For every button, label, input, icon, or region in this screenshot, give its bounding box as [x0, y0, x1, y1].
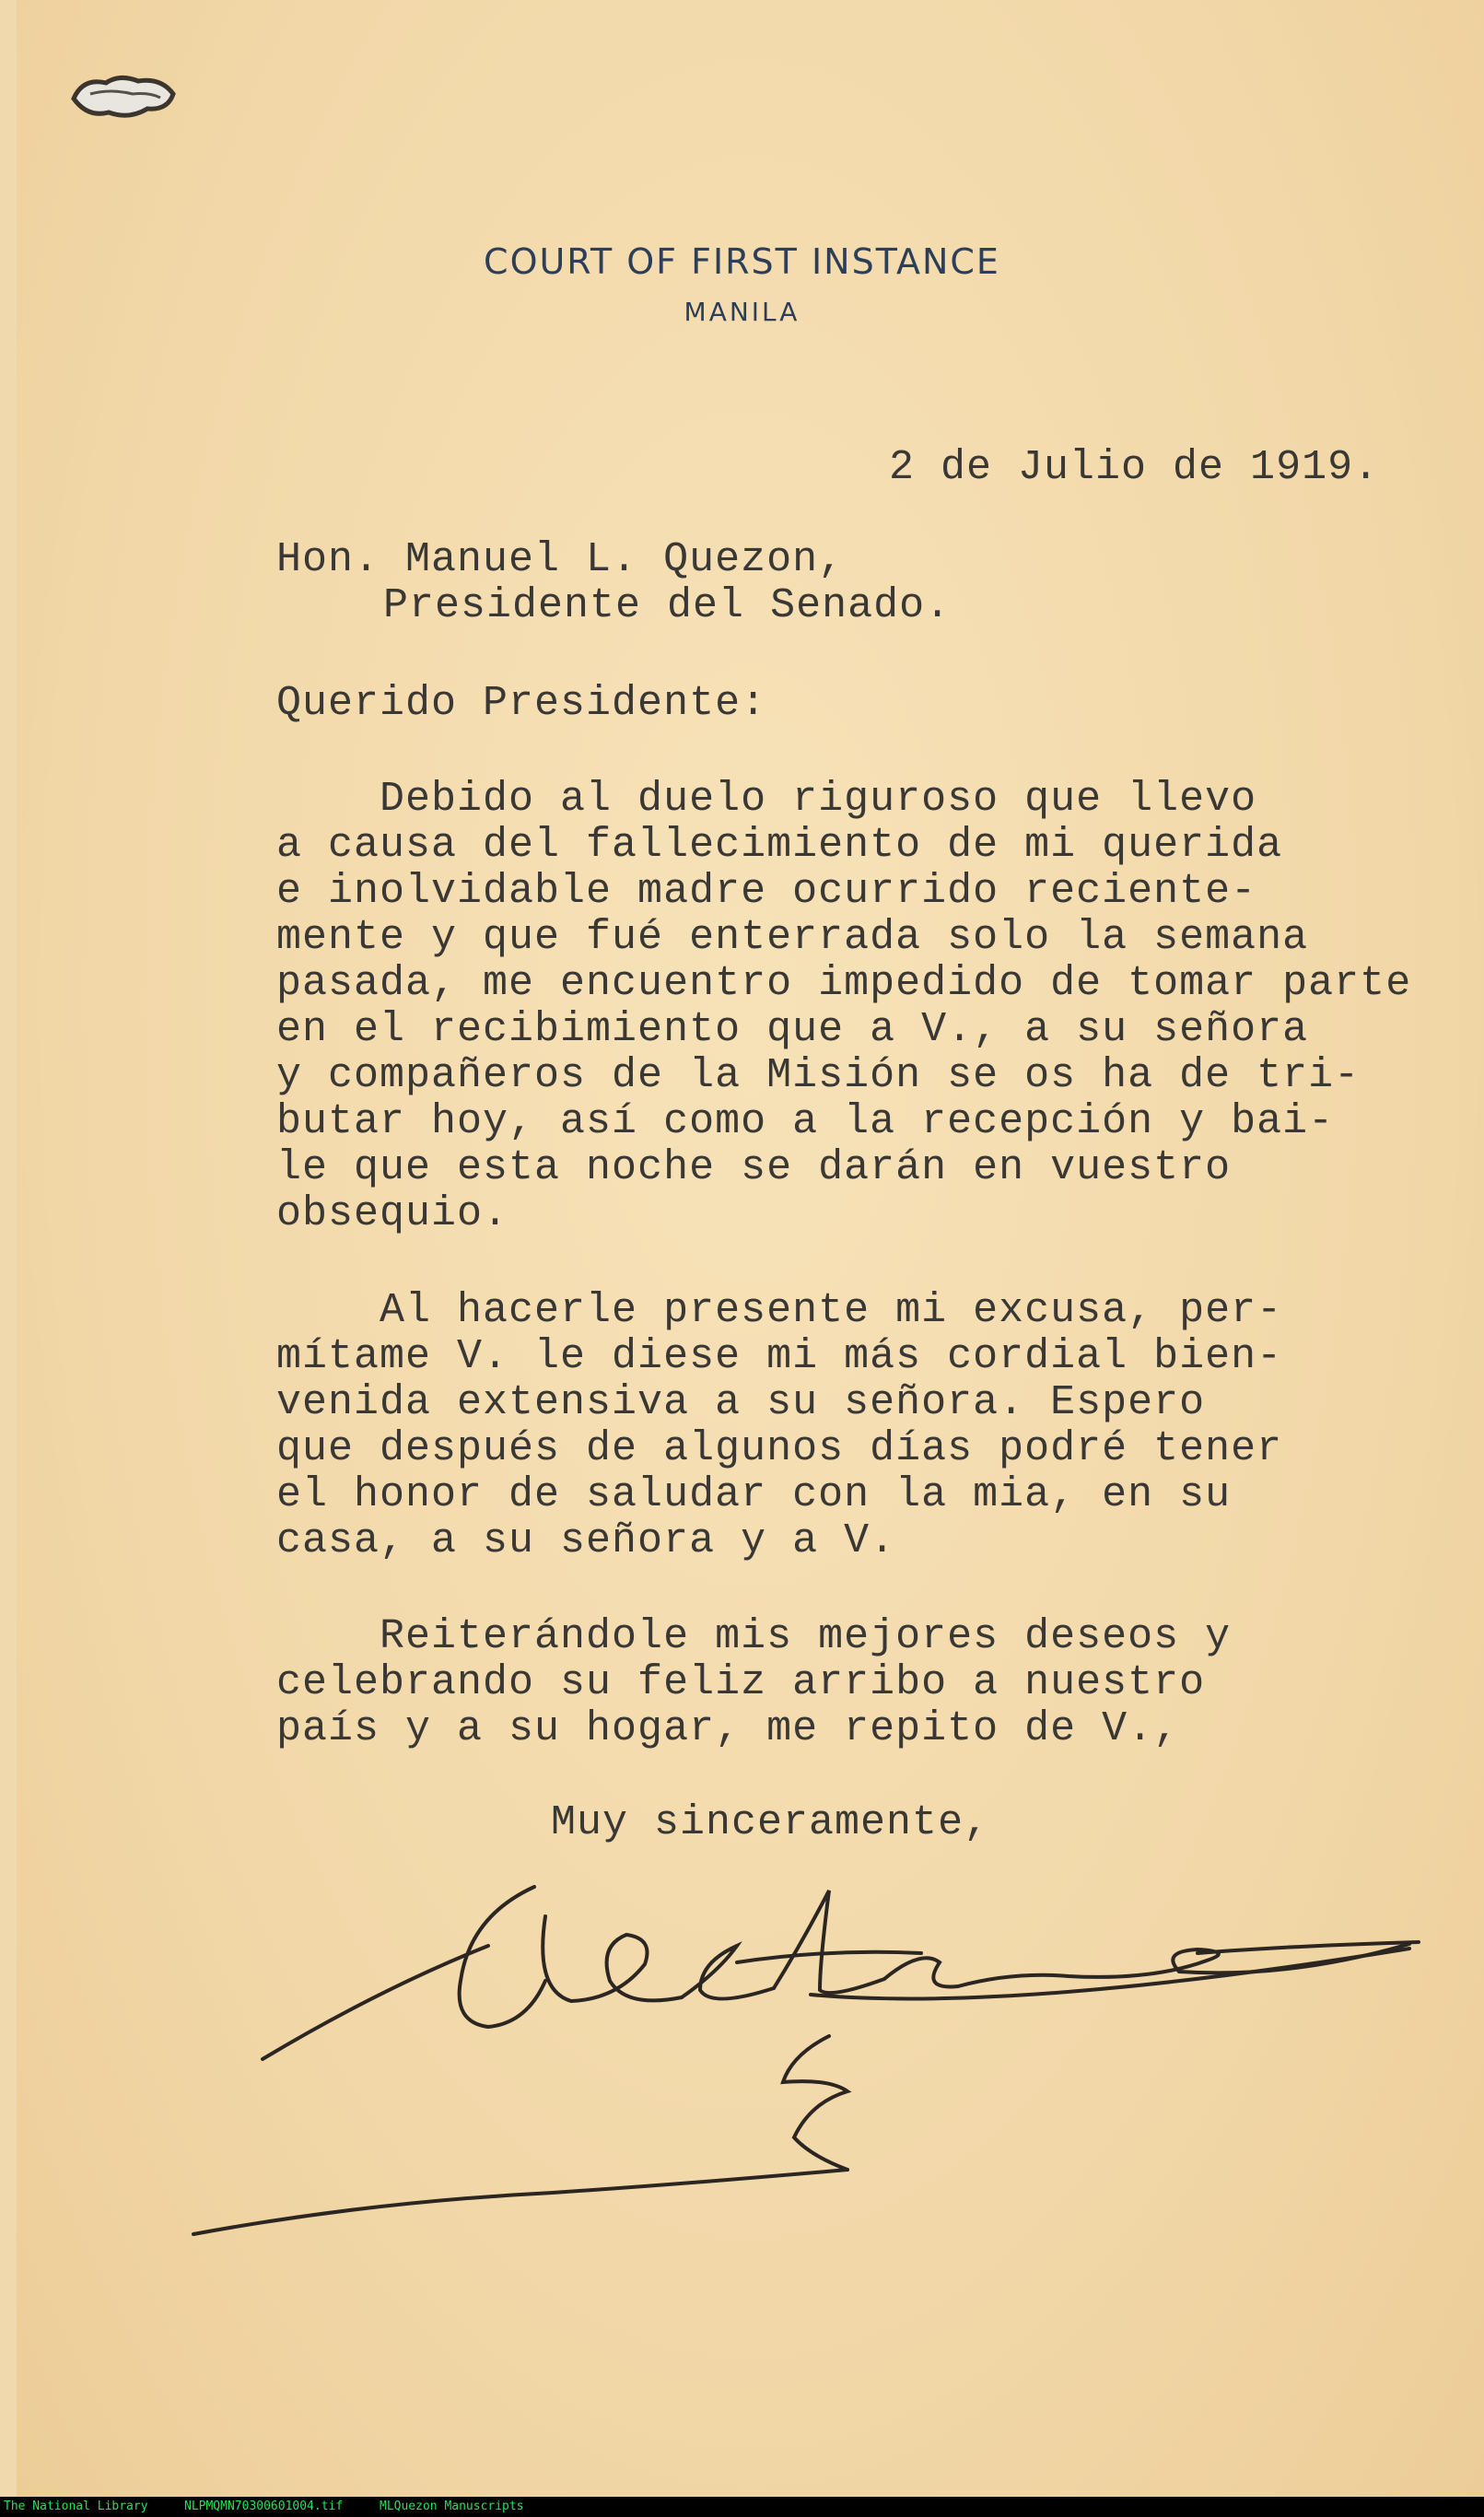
paragraph-line: mítame V. le diese mi más cordial bien-: [276, 1333, 1283, 1380]
footer-filename: NLPMQMN70300601004.tif: [184, 2499, 344, 2513]
paragraph-line: Debido al duelo riguroso que llevo: [276, 776, 1257, 823]
paragraph-line: que después de algunos días podré tener: [276, 1425, 1283, 1472]
paragraph-line: Al hacerle presente mi excusa, per-: [276, 1287, 1283, 1334]
paragraph-line: casa, a su señora y a V.: [276, 1517, 896, 1564]
paragraph-line: le que esta noche se darán en vuestro: [276, 1144, 1232, 1191]
signature: [184, 1861, 1437, 2248]
paragraph-line: y compañeros de la Misión se os ha de tri-: [276, 1052, 1361, 1099]
paragraph-line: en el recibimiento que a V., a su señora: [276, 1006, 1309, 1053]
paragraph-line: el honor de saludar con la mia, en su: [276, 1471, 1232, 1518]
paper-damage-mark: [64, 66, 184, 131]
paragraph-line: obsequio.: [276, 1190, 509, 1237]
paragraph-line: celebrando su feliz arribo a nuestro: [276, 1659, 1206, 1706]
addressee-title: Presidente del Senado.: [383, 582, 952, 629]
closing: Muy sinceramente,: [551, 1799, 990, 1846]
paragraph-line: país y a su hogar, me repito de V.,: [276, 1705, 1180, 1752]
letterhead-city: MANILA: [684, 297, 800, 327]
letter-date: 2 de Julio de 1919.: [889, 444, 1380, 491]
paragraph-3: [276, 1614, 1231, 1752]
paragraph-2: [276, 1288, 1282, 1564]
paragraph-line: pasada, me encuentro impedido de tomar parte: [276, 960, 1412, 1007]
paragraph-line: Reiterándole mis mejores deseos y: [276, 1613, 1232, 1660]
letterhead-title: COURT OF FIRST INSTANCE: [484, 241, 1000, 282]
paragraph-line: butar hoy, así como a la recepción y bai-: [276, 1098, 1335, 1145]
archive-footer-bar: [0, 2497, 1484, 2517]
footer-source: The National Library: [4, 2499, 148, 2513]
addressee-name: Hon. Manuel L. Quezon,: [276, 536, 845, 583]
paragraph-line: venida extensiva a su señora. Espero: [276, 1379, 1206, 1426]
paragraph-line: a causa del fallecimiento de mi querida: [276, 822, 1283, 869]
paragraph-line: mente y que fué enterrada solo la semana: [276, 914, 1309, 961]
salutation: Querido Presidente:: [276, 680, 767, 727]
paragraph-line: e inolvidable madre ocurrido reciente-: [276, 868, 1257, 915]
paragraph-1: [276, 777, 1411, 1237]
footer-collection: MLQuezon Manuscripts: [380, 2499, 524, 2513]
